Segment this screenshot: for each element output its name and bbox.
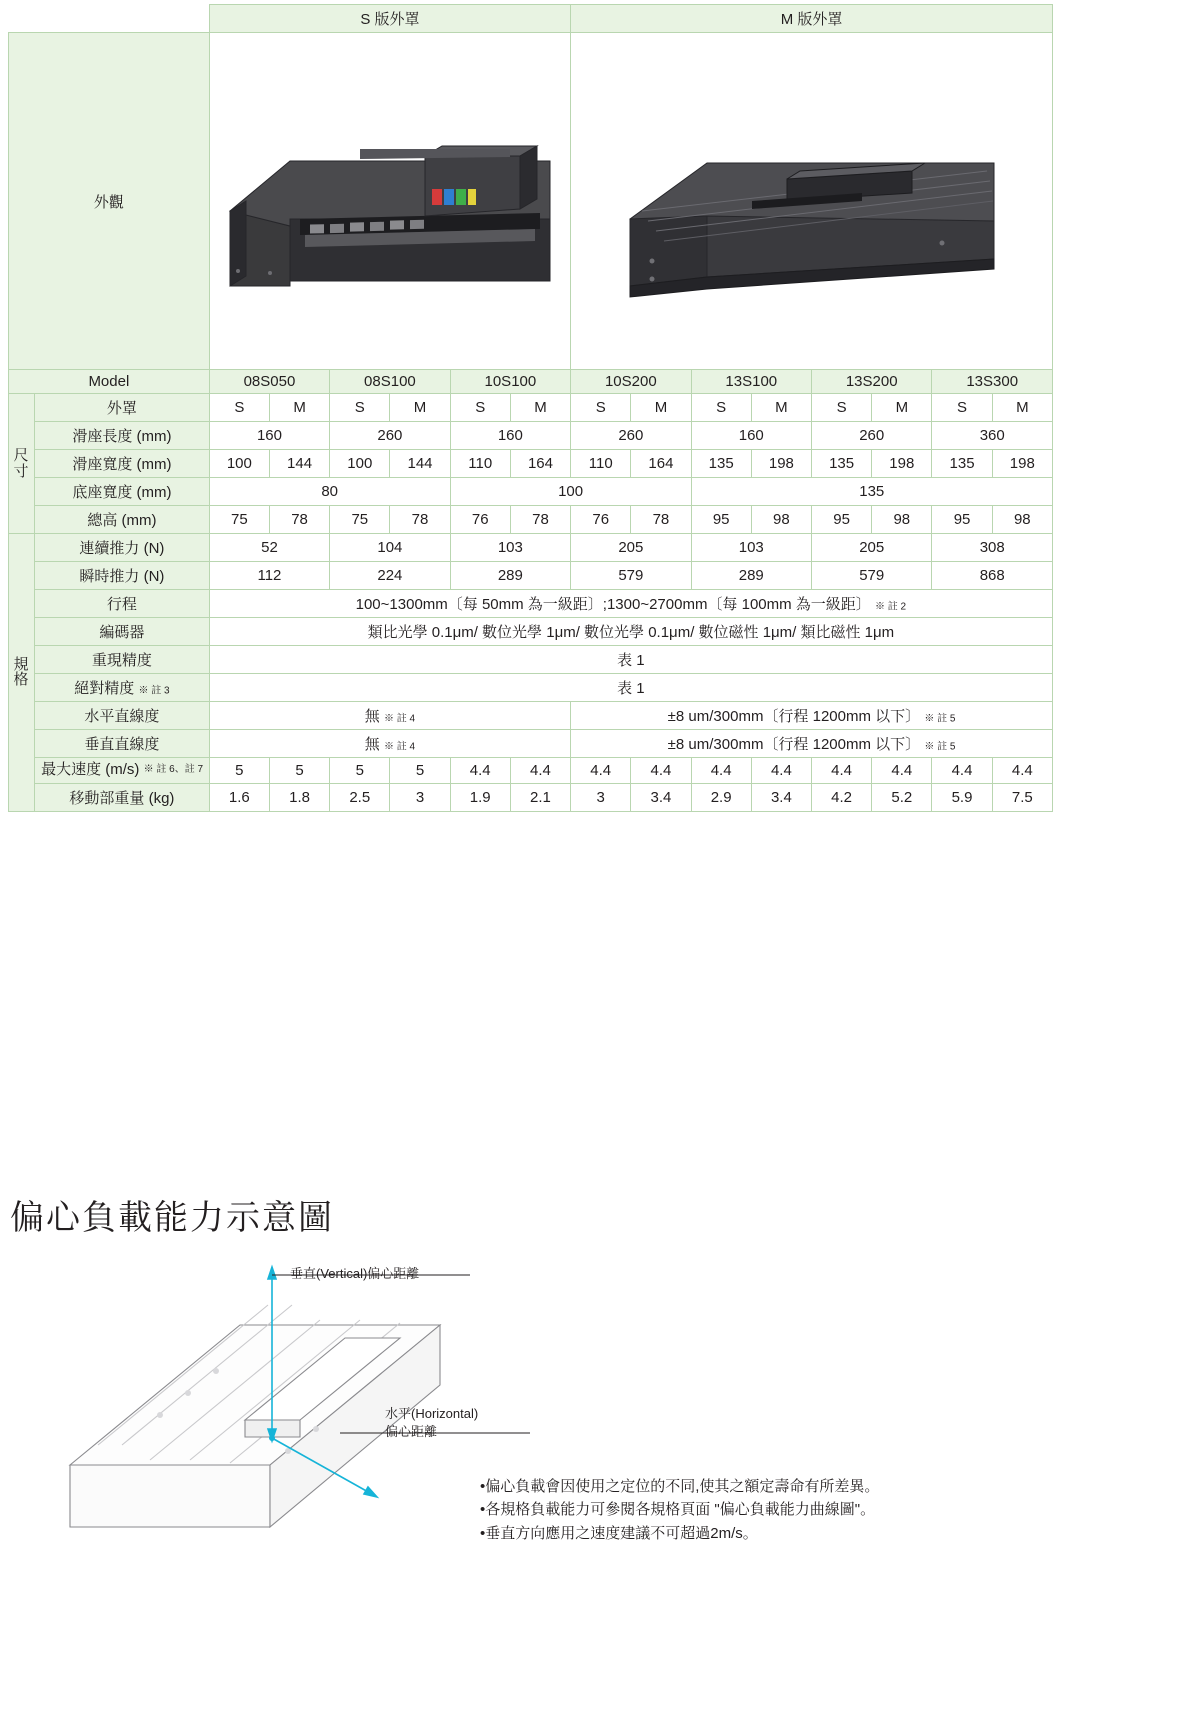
table-row — [9, 646, 1053, 674]
horizontal-eccentric-label — [385, 1405, 478, 1440]
h-straightness-right-value: ±8 um/300mm〔行程 1200mm 以下〕 — [667, 708, 921, 725]
peak-force-value: 112 — [209, 562, 329, 590]
cover-value: S — [691, 394, 751, 422]
table-row — [9, 450, 1053, 478]
slider-length-value: 260 — [811, 422, 931, 450]
slider-width-value: 198 — [751, 450, 811, 478]
horizontal-eccentric-label-line1: 水平(Horizontal) — [385, 1406, 479, 1421]
total-height-value: 95 — [932, 506, 992, 534]
total-height-value: 98 — [992, 506, 1052, 534]
base-width-value: 135 — [691, 478, 1052, 506]
max-speed-value: 4.4 — [631, 758, 691, 784]
moving-mass-value: 2.5 — [330, 783, 390, 811]
cover-value: M — [510, 394, 570, 422]
table-row — [9, 5, 1053, 33]
slider-width-value: 100 — [330, 450, 390, 478]
slider-width-value: 135 — [691, 450, 751, 478]
row-label-accuracy: 絕對精度 — [74, 680, 135, 697]
total-height-value: 95 — [811, 506, 871, 534]
cont-force-value: 104 — [330, 534, 450, 562]
cover-value: S — [209, 394, 269, 422]
peak-force-value: 868 — [932, 562, 1053, 590]
moving-mass-value: 1.9 — [450, 783, 510, 811]
cover-value: M — [269, 394, 329, 422]
model-08S050: 08S050 — [209, 370, 329, 394]
table-row — [9, 422, 1053, 450]
cover-value: M — [751, 394, 811, 422]
cont-force-value: 205 — [811, 534, 931, 562]
slider-length-value: 160 — [691, 422, 811, 450]
max-speed-value: 5 — [330, 758, 390, 784]
model-10S100: 10S100 — [450, 370, 571, 394]
total-height-value: 76 — [450, 506, 510, 534]
total-height-value: 75 — [209, 506, 269, 534]
cont-force-value: 103 — [450, 534, 571, 562]
peak-force-value: 224 — [330, 562, 450, 590]
base-width-value: 80 — [209, 478, 450, 506]
stroke-value: 100~1300mm〔每 50mm 為一級距〕;1300~2700mm〔每 100mm 為一級距〕 — [355, 596, 871, 613]
model-08S100: 08S100 — [330, 370, 450, 394]
table-row — [9, 478, 1053, 506]
accuracy-value: 表 1 — [209, 674, 1052, 702]
slider-length-value: 260 — [571, 422, 691, 450]
max-speed-value: 5 — [269, 758, 329, 784]
cover-value: S — [571, 394, 631, 422]
max-speed-value: 4.4 — [510, 758, 570, 784]
slider-width-value: 135 — [811, 450, 871, 478]
row-label-slider-width: 滑座寬度 (mm) — [35, 450, 210, 478]
v-straightness-right-value: ±8 um/300mm〔行程 1200mm 以下〕 — [667, 736, 921, 753]
photo-wrap-m — [573, 41, 1050, 361]
row-label-encoder: 編碼器 — [35, 618, 210, 646]
table-row — [9, 562, 1053, 590]
peak-force-value: 579 — [811, 562, 931, 590]
max-speed-value: 4.4 — [571, 758, 631, 784]
total-height-value: 76 — [571, 506, 631, 534]
model-13S300: 13S300 — [932, 370, 1053, 394]
eccentric-load-notes — [480, 1475, 1040, 1545]
moving-mass-value: 3.4 — [751, 783, 811, 811]
cover-value: M — [992, 394, 1052, 422]
cont-force-value: 308 — [932, 534, 1053, 562]
slider-length-value: 160 — [209, 422, 329, 450]
cover-value: S — [330, 394, 390, 422]
appearance-photo-m — [571, 33, 1053, 370]
total-height-value: 78 — [390, 506, 450, 534]
cover-value: S — [811, 394, 871, 422]
moving-mass-value: 1.6 — [209, 783, 269, 811]
table-row — [9, 618, 1053, 646]
product-image-s-cover — [210, 101, 570, 301]
row-label-moving-mass: 移動部重量 (kg) — [35, 783, 210, 811]
peak-force-value: 289 — [691, 562, 811, 590]
photo-wrap-s — [212, 41, 568, 361]
v-straightness-right-note: ※ 註 5 — [924, 741, 956, 753]
slider-width-value: 144 — [390, 450, 450, 478]
total-height-value: 78 — [269, 506, 329, 534]
slider-width-value: 198 — [992, 450, 1052, 478]
appearance-label: 外觀 — [9, 33, 210, 370]
blank-cell — [9, 5, 210, 33]
cover-value: M — [872, 394, 932, 422]
table-row — [9, 394, 1053, 422]
slider-length-value: 360 — [932, 422, 1053, 450]
max-speed-value: 5 — [390, 758, 450, 784]
max-speed-value: 4.4 — [811, 758, 871, 784]
h-straightness-right-note: ※ 註 5 — [924, 713, 956, 725]
row-label-repeatability: 重現精度 — [35, 646, 210, 674]
model-13S200: 13S200 — [811, 370, 931, 394]
slider-width-value: 135 — [932, 450, 992, 478]
row-label-stroke: 行程 — [35, 590, 210, 618]
max-speed-value: 5 — [209, 758, 269, 784]
note-item: •垂直方向應用之速度建議不可超過2m/s。 — [480, 1524, 758, 1542]
v-straightness-left-value: 無 — [364, 736, 380, 753]
product-image-m-cover — [612, 101, 1012, 301]
note-item: •各規格負載能力可參閱各規格頁面 "偏心負載能力曲線圖"。 — [480, 1501, 876, 1519]
moving-mass-value: 3 — [571, 783, 631, 811]
model-13S100: 13S100 — [691, 370, 811, 394]
total-height-value: 75 — [330, 506, 390, 534]
table-row — [9, 758, 1053, 784]
horizontal-eccentric-label-line2: 偏心距離 — [385, 1423, 438, 1439]
total-height-value: 98 — [751, 506, 811, 534]
table-row — [9, 33, 1053, 370]
moving-mass-value: 1.8 — [269, 783, 329, 811]
slider-width-value: 144 — [269, 450, 329, 478]
cover-value: M — [390, 394, 450, 422]
table-row — [9, 730, 1053, 758]
row-label-v-straightness: 垂直直線度 — [35, 730, 210, 758]
side-label-dimension-text: 尺寸 — [13, 446, 30, 480]
row-label-cover: 外罩 — [35, 394, 210, 422]
row-label-max-speed: 最大速度 (m/s) — [41, 761, 140, 778]
max-speed-value: 4.4 — [691, 758, 751, 784]
table-row — [9, 674, 1053, 702]
side-label-dimension — [9, 394, 35, 534]
note-item: •偏心負載會因使用之定位的不同,使其之額定壽命有所差異。 — [480, 1478, 880, 1495]
row-label-max-speed-cell — [35, 758, 210, 784]
max-speed-value: 4.4 — [872, 758, 932, 784]
row-label-slider-length: 滑座長度 (mm) — [35, 422, 210, 450]
cont-force-value: 205 — [571, 534, 691, 562]
encoder-value: 類比光學 0.1μm/ 數位光學 1μm/ 數位光學 0.1μm/ 數位磁性 1μm/ 類比磁性 1μm — [209, 618, 1052, 646]
section-title-eccentric-load: 偏心負載能力示意圖 — [10, 1199, 334, 1237]
table-row — [9, 783, 1053, 811]
cover-value: S — [932, 394, 992, 422]
appearance-photo-s — [209, 33, 570, 370]
table-row — [9, 534, 1053, 562]
v-straightness-left-cell — [209, 730, 570, 758]
stroke-note: ※ 註 2 — [874, 601, 907, 613]
row-label-base-width: 底座寬度 (mm) — [35, 478, 210, 506]
moving-mass-value: 2.1 — [510, 783, 570, 811]
model-label: Model — [9, 370, 210, 394]
total-height-value: 98 — [872, 506, 932, 534]
cover-header-s: S 版外罩 — [209, 5, 570, 33]
h-straightness-left-value: 無 — [364, 708, 380, 725]
cont-force-value: 103 — [691, 534, 811, 562]
model-10S200: 10S200 — [571, 370, 691, 394]
row-label-accuracy-cell — [35, 674, 210, 702]
row-label-total-height: 總高 (mm) — [35, 506, 210, 534]
specification-table — [8, 4, 1053, 812]
base-width-value: 100 — [450, 478, 691, 506]
moving-mass-value: 3 — [390, 783, 450, 811]
moving-mass-value: 4.2 — [811, 783, 871, 811]
h-straightness-left-cell — [209, 702, 570, 730]
moving-mass-value: 5.9 — [932, 783, 992, 811]
eccentric-load-diagram — [40, 1255, 540, 1585]
total-height-value: 78 — [510, 506, 570, 534]
v-straightness-right-cell — [571, 730, 1053, 758]
max-speed-value: 4.4 — [450, 758, 510, 784]
slider-width-value: 100 — [209, 450, 269, 478]
side-label-spec-text: 規格 — [13, 655, 30, 689]
table-row — [9, 590, 1053, 618]
accuracy-label-note: ※ 註 3 — [138, 685, 170, 697]
table-row — [9, 370, 1053, 394]
slider-width-value: 164 — [631, 450, 691, 478]
cover-header-m: M 版外罩 — [571, 5, 1053, 33]
row-label-peak-force: 瞬時推力 (N) — [35, 562, 210, 590]
peak-force-value: 579 — [571, 562, 691, 590]
h-straightness-left-note: ※ 註 4 — [383, 713, 416, 725]
total-height-value: 95 — [691, 506, 751, 534]
h-straightness-right-cell — [571, 702, 1053, 730]
slider-width-value: 110 — [571, 450, 631, 478]
cover-value: M — [631, 394, 691, 422]
moving-mass-value: 7.5 — [992, 783, 1052, 811]
repeatability-value: 表 1 — [209, 646, 1052, 674]
v-straightness-left-note: ※ 註 4 — [383, 741, 416, 753]
table-row — [9, 702, 1053, 730]
slider-width-value: 164 — [510, 450, 570, 478]
vertical-eccentric-label: 垂直(Vertical)偏心距離 — [290, 1266, 420, 1281]
row-label-cont-force: 連續推力 (N) — [35, 534, 210, 562]
moving-mass-value: 5.2 — [872, 783, 932, 811]
cont-force-value: 52 — [209, 534, 329, 562]
slider-length-value: 160 — [450, 422, 571, 450]
slider-width-value: 198 — [872, 450, 932, 478]
slider-width-value: 110 — [450, 450, 510, 478]
max-speed-value: 4.4 — [932, 758, 992, 784]
stroke-value-cell — [209, 590, 1052, 618]
max-speed-value: 4.4 — [751, 758, 811, 784]
total-height-value: 78 — [631, 506, 691, 534]
moving-mass-value: 3.4 — [631, 783, 691, 811]
cover-value: S — [450, 394, 510, 422]
slider-length-value: 260 — [330, 422, 450, 450]
side-label-spec — [9, 534, 35, 812]
moving-mass-value: 2.9 — [691, 783, 751, 811]
table-row — [9, 506, 1053, 534]
max-speed-value: 4.4 — [992, 758, 1052, 784]
row-label-h-straightness: 水平直線度 — [35, 702, 210, 730]
max-speed-label-note: ※ 註 6、註 7 — [143, 763, 204, 775]
peak-force-value: 289 — [450, 562, 571, 590]
